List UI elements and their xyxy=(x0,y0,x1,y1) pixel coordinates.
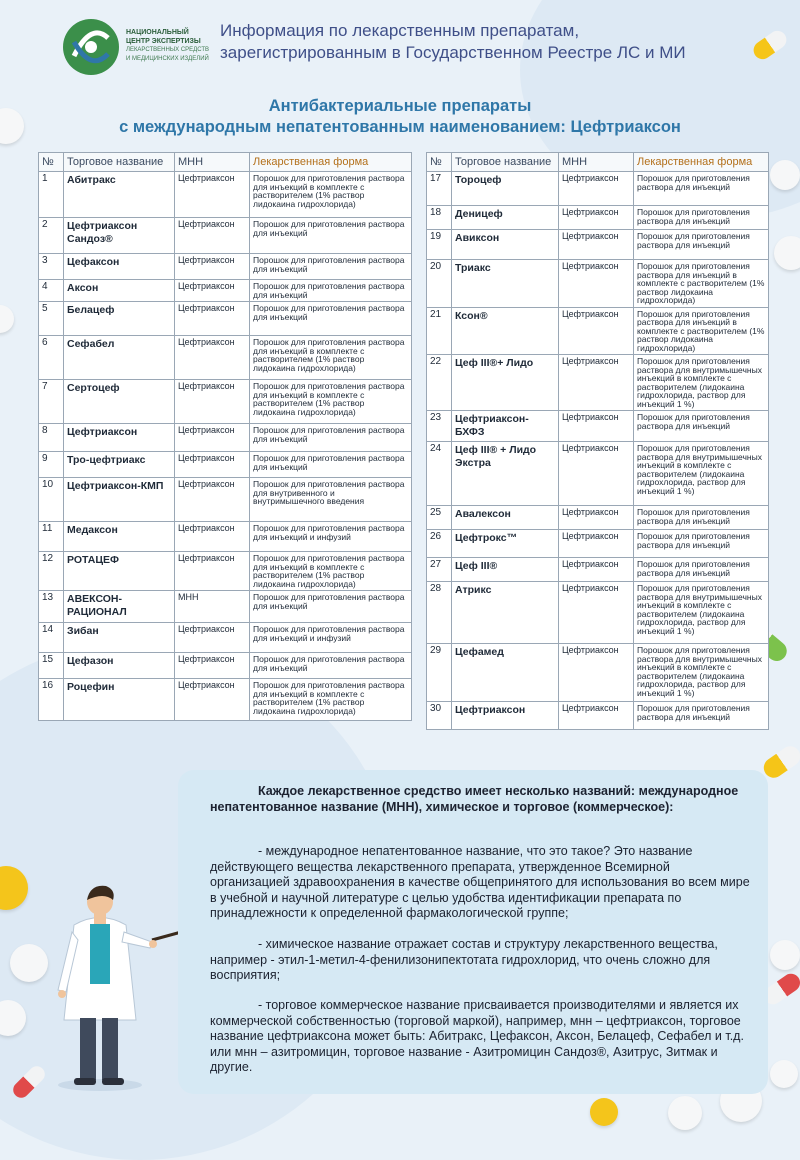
column-header-trade: Торговое название xyxy=(64,153,175,172)
trade-name: Цефтриаксон-БХФЗ xyxy=(452,411,559,442)
inn-name: Цефтриаксон xyxy=(175,452,250,478)
row-number: 27 xyxy=(427,558,452,582)
row-number: 2 xyxy=(39,218,64,254)
row-number: 1 xyxy=(39,172,64,218)
info-box xyxy=(178,770,768,1094)
inn-name: Цефтриаксон xyxy=(559,530,634,558)
table-row xyxy=(427,172,769,206)
dosage-form: Порошок для приготовления раствора для инъекций xyxy=(250,452,412,478)
dosage-form: Порошок для приготовления раствора для инъекций xyxy=(250,424,412,452)
row-number: 29 xyxy=(427,644,452,702)
table-row xyxy=(39,336,412,380)
dosage-form: Порошок для приготовления раствора для инъекций в комплекте с растворителем (1% раствор лидокаина гидрохлорида) xyxy=(634,307,769,355)
inn-name: Цефтриаксон xyxy=(175,380,250,424)
dosage-form: Порошок для приготовления раствора для инъекций в комплекте с растворителем (1% раствор лидокаина гидрохлорида) xyxy=(250,336,412,380)
table-row xyxy=(39,591,412,623)
table-row xyxy=(39,172,412,218)
row-number: 3 xyxy=(39,254,64,280)
row-number: 14 xyxy=(39,623,64,653)
row-number: 24 xyxy=(427,442,452,506)
capsule-icon xyxy=(760,742,800,781)
inn-name: Цефтриаксон xyxy=(175,424,250,452)
dosage-form: Порошок для приготовления раствора для инъекций xyxy=(634,206,769,230)
trade-name: Цефтриаксон-КМП xyxy=(64,478,175,522)
info-chemical-name: - химическое название отражает состав и структуру лекарственного вещества, например - этил-1-метил-4-фенилизонипектотата гидрохлорид, что очень сложно для восприятия; xyxy=(210,937,718,982)
dosage-form: Порошок для приготовления раствора для инъекций xyxy=(634,411,769,442)
inn-name: Цефтриаксон xyxy=(175,478,250,522)
dosage-form: Порошок для приготовления раствора для внутримышечных инъекций в комплекте с растворителем (лидокаина гидрохлорида, раствор для инъекций 1 %) xyxy=(634,644,769,702)
table-row xyxy=(39,679,412,721)
inn-name: Цефтриаксон xyxy=(559,172,634,206)
trade-name: Тороцеф xyxy=(452,172,559,206)
table-row xyxy=(39,522,412,552)
page-title: Антибактериальные препараты с международным непатентованным наименованием: Цефтриаксон xyxy=(119,97,681,136)
row-number: 20 xyxy=(427,260,452,308)
column-header-no: № xyxy=(39,153,64,172)
row-number: 18 xyxy=(427,206,452,230)
table-row xyxy=(427,558,769,582)
trade-name: Цефаксон xyxy=(64,254,175,280)
table-row xyxy=(39,478,412,522)
dosage-form: Порошок для приготовления раствора для инъекций xyxy=(250,254,412,280)
dosage-form: Порошок для приготовления раствора для инъекций xyxy=(250,280,412,302)
trade-name: Цефазон xyxy=(64,653,175,679)
inn-name: Цефтриаксон xyxy=(175,552,250,591)
trade-name: Атрикс xyxy=(452,582,559,644)
dosage-form: Порошок для приготовления раствора для инъекций xyxy=(634,506,769,530)
trade-name: Триакс xyxy=(452,260,559,308)
table-row xyxy=(39,218,412,254)
info-inn-definition: - международное непатентованное название, что это такое? Это название действующего вещества лекарственного препарата, утвержденное Всемирной организацией здравоохранения в качестве общепринятого для использования во всем мире в учебной и научной литературе с целью удобства идентификации препарата по принадлежности к определенной фармакологической группе; xyxy=(210,844,750,920)
inn-name: Цефтриаксон xyxy=(175,653,250,679)
trade-name: Деницеф xyxy=(452,206,559,230)
trade-name: Цефтриаксон Сандоз® xyxy=(64,218,175,254)
inn-name: Цефтриаксон xyxy=(175,623,250,653)
table-row xyxy=(427,702,769,730)
tablet-icon xyxy=(0,108,24,144)
trade-name: Медаксон xyxy=(64,522,175,552)
inn-name: Цефтриаксон xyxy=(559,307,634,355)
row-number: 5 xyxy=(39,302,64,336)
column-header-no: № xyxy=(427,153,452,172)
inn-name: Цефтриаксон xyxy=(559,558,634,582)
header-title: Информация по лекарственным препаратам, зарегистрированным в Государственном Реестре ЛС и МИ xyxy=(220,21,686,62)
inn-name: Цефтриаксон xyxy=(559,411,634,442)
header xyxy=(60,12,780,82)
trade-name: Сертоцеф xyxy=(64,380,175,424)
table-row xyxy=(427,530,769,558)
trade-name: Ксон® xyxy=(452,307,559,355)
trade-name: Аксон xyxy=(64,280,175,302)
inn-name: Цефтриаксон xyxy=(559,506,634,530)
dosage-form: Порошок для приготовления раствора для инъекций в комплекте с растворителем (1% раствор лидокаина гидрохлорида) xyxy=(250,172,412,218)
row-number: 8 xyxy=(39,424,64,452)
inn-name: Цефтриаксон xyxy=(175,679,250,721)
inn-name: Цефтриаксон xyxy=(175,254,250,280)
organization-logo xyxy=(60,16,122,78)
row-number: 15 xyxy=(39,653,64,679)
tablet-icon xyxy=(770,940,800,970)
table-row xyxy=(39,452,412,478)
row-number: 30 xyxy=(427,702,452,730)
trade-name: Цефтрокс™ xyxy=(452,530,559,558)
dosage-form: Порошок для приготовления раствора для инъекций xyxy=(634,530,769,558)
dosage-form: Порошок для приготовления раствора для инъекций xyxy=(634,702,769,730)
column-header-form: Лекарственная форма xyxy=(634,153,769,172)
trade-name: Цеф III® xyxy=(452,558,559,582)
row-number: 26 xyxy=(427,530,452,558)
trade-name: Роцефин xyxy=(64,679,175,721)
row-number: 10 xyxy=(39,478,64,522)
row-number: 11 xyxy=(39,522,64,552)
tablet-icon xyxy=(770,160,800,190)
trade-name: АВЕКСОН-РАЦИОНАЛ xyxy=(64,591,175,623)
trade-name: Белацеф xyxy=(64,302,175,336)
inn-name: Цефтриаксон xyxy=(559,355,634,411)
row-number: 23 xyxy=(427,411,452,442)
dosage-form: Порошок для приготовления раствора для инъекций xyxy=(634,172,769,206)
row-number: 4 xyxy=(39,280,64,302)
inn-name: Цефтриаксон xyxy=(175,336,250,380)
table-row xyxy=(39,424,412,452)
row-number: 22 xyxy=(427,355,452,411)
inn-name: Цефтриаксон xyxy=(175,302,250,336)
trade-name: РОТАЦЕФ xyxy=(64,552,175,591)
trade-name: Авиксон xyxy=(452,230,559,260)
row-number: 25 xyxy=(427,506,452,530)
dosage-form: Порошок для приготовления раствора для внутримышечных инъекций в комплекте с растворителем (лидокаина гидрохлорида, раствор для инъекций 1 %) xyxy=(634,355,769,411)
trade-name: Цефтриаксон xyxy=(452,702,559,730)
dosage-form: Порошок для приготовления раствора для инъекций в комплекте с растворителем (1% раствор лидокаина гидрохлорида) xyxy=(634,260,769,308)
trade-name: Зибан xyxy=(64,623,175,653)
info-intro: Каждое лекарственное средство имеет несколько названий: международное непатентованное название (МНН), химическое и торговое (коммерческое): xyxy=(210,784,739,814)
column-header-form: Лекарственная форма xyxy=(250,153,412,172)
inn-name: Цефтриаксон xyxy=(175,172,250,218)
table-row xyxy=(39,254,412,280)
table-row xyxy=(427,355,769,411)
drug-table-right xyxy=(426,152,769,730)
organization-name: НАЦИОНАЛЬНЫЙ ЦЕНТР ЭКСПЕРТИЗЫ ЛЕКАРСТВЕННЫХ СРЕДСТВ И МЕДИЦИНСКИХ ИЗДЕЛИЙ xyxy=(126,29,210,62)
table-row xyxy=(427,230,769,260)
row-number: 13 xyxy=(39,591,64,623)
trade-name: Цефамед xyxy=(452,644,559,702)
table-row xyxy=(39,653,412,679)
dosage-form: Порошок для приготовления раствора для внутримышечных инъекций в комплекте с растворителем (лидокаина гидрохлорида, раствор для инъекций 1 %) xyxy=(634,582,769,644)
dosage-form: Порошок для приготовления раствора для инъекций в комплекте с растворителем (1% раствор лидокаина гидрохлорида) xyxy=(250,679,412,721)
inn-name: Цефтриаксон xyxy=(559,644,634,702)
table-row xyxy=(39,623,412,653)
dosage-form: Порошок для приготовления раствора для инъекций в комплекте с растворителем (1% раствор лидокаина гидрохлорида) xyxy=(250,380,412,424)
drug-table-left xyxy=(38,152,412,721)
dosage-form: Порошок для приготовления раствора для инъекций xyxy=(250,302,412,336)
inn-name: Цефтриаксон xyxy=(559,206,634,230)
table-row xyxy=(427,442,769,506)
inn-name: Цефтриаксон xyxy=(559,230,634,260)
row-number: 12 xyxy=(39,552,64,591)
trade-name: Цеф III® + Лидо Экстра xyxy=(452,442,559,506)
dosage-form: Порошок для приготовления раствора для инъекций xyxy=(634,230,769,260)
table-row xyxy=(39,280,412,302)
row-number: 21 xyxy=(427,307,452,355)
table-row xyxy=(39,380,412,424)
tablet-icon xyxy=(668,1096,702,1130)
trade-name: Цеф III®+ Лидо xyxy=(452,355,559,411)
inn-name: Цефтриаксон xyxy=(559,442,634,506)
inn-name: Цефтриаксон xyxy=(175,280,250,302)
row-number: 6 xyxy=(39,336,64,380)
table-row xyxy=(427,506,769,530)
table-row xyxy=(427,206,769,230)
row-number: 17 xyxy=(427,172,452,206)
table-row xyxy=(39,302,412,336)
row-number: 7 xyxy=(39,380,64,424)
row-number: 19 xyxy=(427,230,452,260)
table-row xyxy=(427,307,769,355)
table-row xyxy=(427,644,769,702)
dosage-form: Порошок для приготовления раствора для инъекций xyxy=(250,653,412,679)
tablet-icon xyxy=(770,1060,798,1088)
dosage-form: Порошок для приготовления раствора для внутривенного и внутримышечного введения xyxy=(250,478,412,522)
row-number: 28 xyxy=(427,582,452,644)
dosage-form: Порошок для приготовления раствора для инъекций и инфузий xyxy=(250,623,412,653)
row-number: 16 xyxy=(39,679,64,721)
inn-name: Цефтриаксон xyxy=(175,522,250,552)
column-header-mnn: МНН xyxy=(559,153,634,172)
dosage-form: Порошок для приготовления раствора для внутримышечных инъекций в комплекте с растворителем (лидокаина гидрохлорида, раствор для инъекций 1 %) xyxy=(634,442,769,506)
tablet-icon xyxy=(774,236,800,270)
trade-name: Сефабел xyxy=(64,336,175,380)
dosage-form: Порошок для приготовления раствора для инъекций xyxy=(250,591,412,623)
column-header-mnn: МНН xyxy=(175,153,250,172)
inn-name: МНН xyxy=(175,591,250,623)
row-number: 9 xyxy=(39,452,64,478)
tablet-icon xyxy=(590,1098,618,1126)
dosage-form: Порошок для приготовления раствора для инъекций xyxy=(250,218,412,254)
table-row xyxy=(427,260,769,308)
dosage-form: Порошок для приготовления раствора для инъекций и инфузий xyxy=(250,522,412,552)
table-row xyxy=(39,552,412,591)
table-row xyxy=(427,411,769,442)
trade-name: Тро-цефтриакс xyxy=(64,452,175,478)
trade-name: Цефтриаксон xyxy=(64,424,175,452)
dosage-form: Порошок для приготовления раствора для инъекций xyxy=(634,558,769,582)
inn-name: Цефтриаксон xyxy=(559,260,634,308)
dosage-form: Порошок для приготовления раствора для инъекций в комплекте с растворителем (1% раствор лидокаина гидрохлорида) xyxy=(250,552,412,591)
inn-name: Цефтриаксон xyxy=(559,582,634,644)
trade-name: Авалексон xyxy=(452,506,559,530)
table-row xyxy=(427,582,769,644)
info-trade-name: - торговое коммерческое название присваивается производителями и является их коммерческой собственностью (торговой маркой), например, мнн – цефтриаксон, торговое название цефтриаксона может быть: Абитракс, Цефаксон, Аксон, Белацеф, Сефабел и т.д. или мнн – азитромицин, торговое название - Азитромицин Сандоз®, Азитрус, Зитмак и другие. xyxy=(210,998,744,1074)
trade-name: Абитракс xyxy=(64,172,175,218)
tablet-icon xyxy=(0,305,14,333)
inn-name: Цефтриаксон xyxy=(559,702,634,730)
column-header-trade: Торговое название xyxy=(452,153,559,172)
inn-name: Цефтриаксон xyxy=(175,218,250,254)
